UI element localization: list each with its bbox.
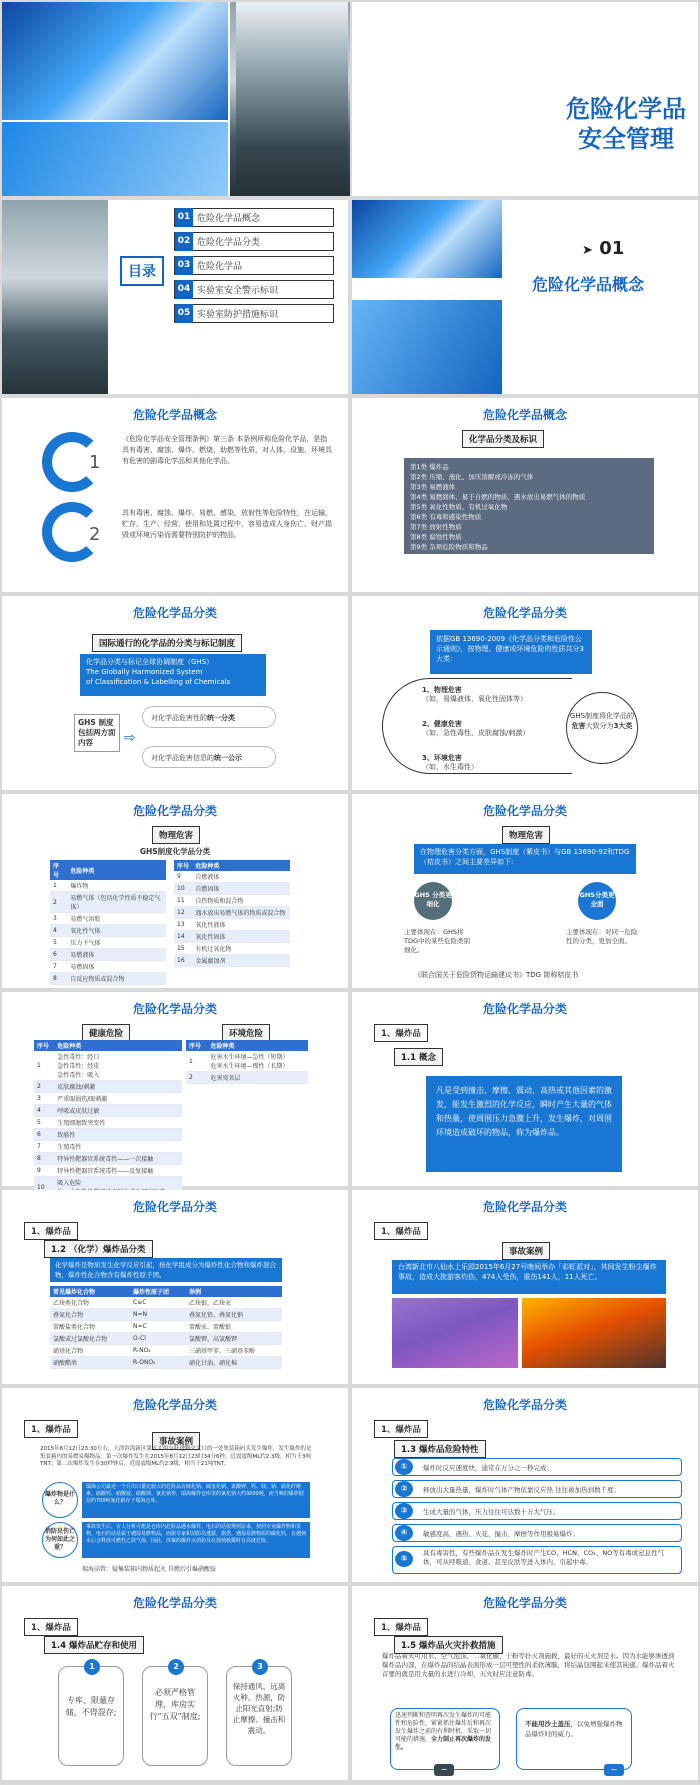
answer-1: 瑞海公司最近一个月出口量比较大的危险品有硫化钠、硫氢化钠、氯酸钾、钙、镁、钠、硝化纤维素、硝酸钙、硝酸铵、硝酸钡、氰化钠等，瑞海爆炸仓库里的氰化钠大约3000吨，而当晚的爆炸据信约700吨氰化钠存于瑞海仓库。 [82, 1482, 310, 1518]
table-row [50, 1297, 282, 1309]
slide-ghs-diff[interactable] [352, 794, 698, 988]
table-cell: 生殖毒性 [54, 1141, 182, 1153]
table-cell: 14 [174, 931, 192, 943]
slide-section-01[interactable] [352, 200, 698, 394]
slide-explosive-types[interactable] [2, 1190, 348, 1384]
table-cell: 易燃气体（包括化学性质不稳定气体） [67, 892, 166, 913]
table-cell: R-NO₂ [130, 1345, 186, 1357]
slide-title: 危险化学品分类 [482, 804, 567, 818]
slide-three-types[interactable] [352, 596, 698, 790]
class-item: 第2类 压缩、液化、加压溶解或冷冻的气体 [410, 473, 534, 481]
table-cell: 氯酸或过氯酸化合物 [50, 1333, 130, 1345]
table-cell: 硝基化合物 [50, 1345, 130, 1357]
table-cell: 13 [174, 919, 192, 931]
fire-box-2: 不能用沙土盖压，以免增强爆炸物品爆炸时的威力。 [516, 1708, 632, 1770]
table-cell: 7 [50, 961, 67, 973]
table-cell: 三硝基甲苯、三硝基苯酚 [186, 1345, 282, 1357]
table-cell: 8 [50, 973, 67, 985]
diff-text-1: 主要体现在：GHS将TDG中的某些危险类别细化。 [404, 928, 471, 954]
table-row [34, 1051, 182, 1081]
table-cell: 爆炸物 [67, 880, 166, 892]
table-cell: 自燃固体 [192, 883, 290, 895]
type-item-1: 1、物理危害 （如，易爆液体、氧化性固体等） [422, 686, 527, 703]
case-tag: 事故案例 [152, 1432, 200, 1450]
section-label: 1、爆炸品 [374, 1024, 428, 1042]
beakers-photo [2, 122, 228, 196]
step-number-2: 2 [89, 524, 101, 545]
table-cell: 3 [34, 1093, 54, 1105]
table-cell: 危害水生环境—急性（短期） 危害水生环境—慢性（长期） [208, 1051, 308, 1072]
table-row [50, 1333, 282, 1345]
ghs-circle-2: GHS分类更全面 [578, 882, 616, 920]
barrels-photo-2 [352, 200, 502, 278]
table-cell: C≡C [130, 1297, 186, 1309]
table-cell: 3 [50, 913, 67, 925]
fire-text: 爆炸品着火可用水、空气泡沫、二氧化碳、干粉等扑灭剂施救，最好的灭火剂是水。因为水能够渗透到爆炸品内部，在爆炸品的结晶表面形成一层可塑性的柔软薄膜，将结晶包围起来使其钝感。爆炸品着火首要的就是用大量的水进行冷却，灭火时应注意防毒。 [382, 1652, 675, 1678]
table-cell: 10 [174, 883, 192, 895]
subsection-label: 1.2 （化学）爆炸品分类 [44, 1240, 153, 1258]
case-text: 2015年8月12日23:30左右，天津滨海新区第五大街与跃进路交叉口的一处集装箱码头发生爆炸，发生爆炸的是集装箱内的易燃易爆物品。第一次爆炸发生在2015年8月12日23时34分6秒，近震震级ML约2.3级，相当于3吨TNT；第二次爆炸发生在30秒钟后，近震震级ML约2.9级，相当于21吨TNT。 [40, 1446, 312, 1467]
ghs-box: 化学品分类与标记全球协调制度（GHS） The Globally Harmonized System of Classification & Labelling of Chemicals [80, 654, 266, 696]
toc-item-3[interactable]: 03 危险化学品 [174, 256, 334, 275]
table-cell: 易燃气溶胶 [67, 913, 166, 925]
case-footnote: 瑞海高管：疑集装箱内物质起火 自燃后引爆硝酸铵 [82, 1566, 216, 1573]
section-label: 1、爆炸品 [374, 1420, 428, 1438]
table-cell: 5 [34, 1117, 54, 1129]
footnote: 《联合国关于危险货物运输建议书》TDG 简称桔皮书 [414, 971, 579, 979]
slide-case-tianjin[interactable] [2, 1388, 348, 1582]
slide-case-taiwan[interactable] [352, 1190, 698, 1384]
class-item: 第4类 易燃固体、易于自燃的物质、遇水放出易燃气体的物质 [410, 493, 586, 501]
table-cell: 遇水放出易燃气体的物质或混合物 [192, 907, 290, 919]
slide-health-env[interactable] [2, 992, 348, 1191]
slide-title: 危险化学品概念 [482, 408, 567, 422]
table-row [34, 1141, 182, 1153]
table-cell: 生殖细胞致突变性 [54, 1117, 182, 1129]
toc-item-1[interactable]: 01 危险化学品概念 [174, 208, 334, 227]
fire-photo [522, 1298, 666, 1368]
table-cell: 氯酸钾、高氯酸钾 [186, 1333, 282, 1345]
table-row [186, 1072, 308, 1084]
table-cell: 1 [50, 880, 67, 892]
section-label: 1、爆炸品 [24, 1222, 78, 1240]
table-cell: 5 [50, 937, 67, 949]
table-row [34, 1105, 182, 1117]
slide-classes[interactable] [352, 398, 698, 592]
table-cell: 雷酸盐类化合物 [50, 1321, 130, 1333]
storage-card-3: 3 保持通风、远离火种、热源，防止阳光直射;防止摩擦、撞击和震动。 [226, 1666, 292, 1766]
slide-title: 危险化学品分类 [132, 1002, 217, 1016]
standard-box: 依据GB 13690-2009《化学品分类和危险性公示通则》，按物理、健康或环境危险的性质共分3大类： [430, 630, 592, 674]
table-cell: 硝酸酯类 [50, 1357, 130, 1369]
diff-text-2: 主要体现在：对同一危险性的分类，更加全面。 [566, 928, 638, 945]
table-cell: 皮肤腐蚀/刺激 [54, 1081, 182, 1093]
table-row [50, 892, 166, 913]
table-row [50, 937, 166, 949]
table-subtitle: GHS制度化学品分类 [139, 847, 211, 856]
ghs-item-1: 对化学品危害性的统一分类 [142, 706, 276, 728]
table-cell: 15 [174, 943, 192, 955]
slide-title: 危险化学品分类 [482, 1398, 567, 1412]
summary-circle: GHS制度将化学品的危害大致分为3大类 [566, 692, 638, 764]
refinery-photo [236, 2, 348, 196]
table-cell: 4 [50, 925, 67, 937]
table-cell: 特异性靶器官系统毒性——一次接触 [54, 1153, 182, 1165]
ghs-label: GHS 制度包括两方面内容 [74, 714, 120, 752]
table-cell: 6 [50, 949, 67, 961]
slide-toc[interactable] [2, 200, 348, 394]
slide-title: 危险化学品分类 [482, 1002, 567, 1016]
env-table: 序号 危险种类 1 危害水生环境—急性（短期） 危害水生环境—慢性（长期） 2 危害臭氧层 [186, 1040, 308, 1084]
table-row [174, 943, 290, 955]
slide-title: 危险化学品分类 [482, 1200, 567, 1214]
table-cell: 致癌性 [54, 1129, 182, 1141]
case-tag: 事故案例 [502, 1242, 550, 1260]
table-row [174, 871, 290, 883]
physical-table-right: 序号 危险种类 9 自燃液体 10 自燃固体 11 自热物质和混合物 12 遇水放出易燃气体的物质或混合物 13 氧化性液体 14 氧化性固体 15 有机过氧化物 16 金属腐蚀剂 [174, 860, 290, 967]
trait-3: ③ 生成大量的气体，压力往往可达数十万大气压； [392, 1502, 682, 1520]
test-tubes-photo [352, 300, 502, 394]
class-item: 第1类 爆炸品 [410, 463, 449, 471]
explosive-table: 常见爆炸化合物 爆炸性原子团 举例 乙炔类化合物 C≡C 乙炔银、乙炔汞 叠氮化合物 N=N 叠氮化铅、叠氮化钠 雷酸盐类化合物 N=C 雷酸汞、雷酸银 氯酸或过氯酸化合物 O-Cl 氯酸钾、高氯酸钾 硝基化合物 R-NO₂ 三硝基甲苯、三硝基苯酚 硝酸酯类 R-ONO₂ 硝化甘油、硝化棉 [50, 1286, 282, 1369]
table-row [50, 925, 166, 937]
table-cell: 1 [34, 1051, 54, 1081]
table-cell: 金属腐蚀剂 [192, 955, 290, 967]
answer-2: 事故发生后，有人分析可能是仓库内危险品遇水爆炸。电石的话按规则原来，按照专业爆炸物和货物，电石的话是属于遇湿易燃物品，而据专家和消防员透露，据悉，遇湿易燃物质的碳化钙，在遇到水后会释放可燃性乙炔气体，因此，涉案的爆炸点消防员在现场救援时有高度危险。 [82, 1522, 310, 1558]
table-cell: 叠氮化铅、叠氮化钠 [186, 1309, 282, 1321]
table-row [50, 949, 166, 961]
subsection-label: 1.5 爆炸品火灾扑救措施 [394, 1636, 503, 1654]
table-cell: 4 [34, 1105, 54, 1117]
table-cell: N=C [130, 1321, 186, 1333]
storage-card-2: 2 必须严格管理，库房实行“五双”制度; [142, 1666, 208, 1766]
physical-table-left: 序号 危险种类 1 爆炸物 2 易燃气体（包括化学性质不稳定气体） 3 易燃气溶胶 4 氧化性气体 5 压力下气体 6 易燃液体 7 易燃固体 8 自反应物质或混合物 [50, 860, 166, 985]
definition-text-1: 《危险化学品安全管理条例》第三条 本条例所称危险化学品，是指具有毒害、腐蚀、爆炸、燃烧、助燃等性质，对人体、设施、环境具有危害的剧毒化学品和其他化学品。 [122, 435, 332, 465]
table-cell: 自燃液体 [192, 871, 290, 883]
fire-box-1: 迅速判断和查明再次发生爆炸的可能性和危险性，紧紧抓住爆炸后和再次发生爆炸之前的有利时机，采取一切可能的措施，全力制止再次爆炸的发生。 [390, 1708, 500, 1770]
diff-box: 在物理危害分类方面，GHS制度（紫皮书）与GB 13690-92和TDG（桔皮书）之间主要差异如下: [414, 844, 636, 874]
table-row [34, 1093, 182, 1105]
table-row [174, 931, 290, 943]
slide-title: 危险化学品概念 [132, 408, 217, 422]
table-row [50, 1309, 282, 1321]
slide-title: 危险化学品分类 [132, 1596, 217, 1610]
table-cell: 严重眼损伤/眼刺激 [54, 1093, 182, 1105]
classes-tag: 化学品分类及标识 [462, 430, 544, 448]
table-cell: 吸入危险 [54, 1177, 182, 1198]
ghs-tag: 国际通行的化学品的分类与标记制度 [92, 634, 242, 652]
table-row [34, 1081, 182, 1093]
trait-4: ④ 敏感度高，遇热、火花、撞击、摩擦等作用极易爆炸； [392, 1524, 682, 1542]
table-cell: 硝化甘油、硝化棉 [186, 1357, 282, 1369]
concept-box: 凡是受到撞击、摩擦、震动、高热或其他因素的激发，能发生激烈的化学反应，瞬时产生大量的气体和热量，使周围压力急骤上升，发生爆炸，对周围环境造成破坏的物品，称为爆炸品。 [426, 1076, 622, 1172]
slide-title: 危险化学品分类 [482, 1596, 567, 1610]
slide-explosive-concept[interactable] [352, 992, 698, 1186]
table-row [174, 919, 290, 931]
subsection-label: 1.1 概念 [394, 1048, 443, 1066]
table-cell: N=N [130, 1309, 186, 1321]
table-row [50, 1321, 282, 1333]
table-cell: 氧化性液体 [192, 919, 290, 931]
table-row [34, 1165, 182, 1177]
minus-icon: − [604, 1764, 624, 1776]
table-cell: 易燃液体 [67, 949, 166, 961]
table-cell: 氧化性固体 [192, 931, 290, 943]
trait-2: ② 释放出大量热量，爆炸时气体产物依靠反应热 往往被加热到数千度； [392, 1480, 682, 1498]
table-row [50, 880, 166, 892]
question-1: 爆炸物是什么？ [42, 1482, 78, 1518]
health-tag: 健康危险 [82, 1024, 130, 1042]
table-cell: 乙炔银、乙炔汞 [186, 1297, 282, 1309]
trait-5: ⑤ 具有毒害性，有些爆炸品在发生爆炸时产生CO、HCN、CO₂、NO等有毒或窒息性气体，可从呼吸道、食道、甚至皮肤等进入体内，引起中毒。 [392, 1546, 682, 1574]
type-item-3: 3、环境危害 （如，水生毒性） [422, 754, 478, 771]
class-item: 第6类 有毒和感染性物质 [410, 513, 482, 521]
section-title: 危险化学品概念 [532, 275, 645, 294]
class-item: 第7类 放射性物质 [410, 523, 462, 531]
table-cell: 7 [34, 1141, 54, 1153]
slide-storage[interactable] [2, 1586, 348, 1780]
table-cell: 氧化性气体 [67, 925, 166, 937]
section-label: 1、爆炸品 [24, 1420, 78, 1438]
table-row [50, 973, 166, 985]
storage-card-1: 1 专库、限量存储，不得混存; [58, 1666, 124, 1766]
subsection-label: 1.4 爆炸品贮存和使用 [44, 1636, 144, 1654]
table-row [50, 913, 166, 925]
table-cell: 有机过氧化物 [192, 943, 290, 955]
trait-1: ① 爆炸时反应速度快，通常在万分之一秒完成； [392, 1458, 682, 1476]
table-row [50, 1345, 282, 1357]
toc-heading: 目录 [120, 256, 164, 286]
table-cell: 2 [186, 1072, 208, 1084]
env-tag: 环境危险 [222, 1024, 270, 1042]
table-cell: 危害臭氧层 [208, 1072, 308, 1084]
table-cell: 12 [174, 907, 192, 919]
table-cell: 2 [50, 892, 67, 913]
table-cell: O-Cl [130, 1333, 186, 1345]
section-number: ➤ 01 [582, 238, 625, 259]
ghs-item-2: 对化学品危害信息的统一公示 [142, 746, 276, 768]
toc-item-5[interactable]: 05 实验室防护措施标识 [174, 304, 334, 323]
table-cell: 自热物质和混合物 [192, 895, 290, 907]
slide-physical-table[interactable] [2, 794, 348, 988]
slide-characteristics[interactable] [352, 1388, 698, 1582]
table-row [174, 883, 290, 895]
toc-item-4[interactable]: 04 实验室安全警示标识 [174, 280, 334, 299]
slide-title: 危险化学品分类 [132, 804, 217, 818]
arrow-icon: ⇨ [124, 730, 136, 746]
section-label: 1、爆炸品 [374, 1222, 428, 1240]
slide-firefighting[interactable] [352, 1586, 698, 1780]
table-cell: 9 [34, 1165, 54, 1177]
table-cell: 8 [34, 1153, 54, 1165]
subsection-label: 1.3 爆炸品危险特性 [394, 1440, 486, 1458]
table-cell: 11 [174, 895, 192, 907]
table-row [34, 1129, 182, 1141]
table-row [50, 1357, 282, 1369]
table-row [174, 955, 290, 967]
table-row [34, 1117, 182, 1129]
slide-title: 危险化学品分类 [132, 1200, 217, 1214]
health-table: 序号 危险种类 1 急性毒性：经口 急性毒性：经皮 急性毒性：吸入 2 皮肤腐蚀/刺激 3 严重眼损伤/眼刺激 4 呼吸或皮肤过敏 5 生殖细胞致突变性 6 致癌性 7 生殖毒性 8 特异性靶器官系统毒性——一次接触 9 特异性靶器官系统毒性——反复接触 10 吸入危险 [34, 1040, 182, 1198]
toc-item-2[interactable]: 02 危险化学品分类 [174, 232, 334, 251]
table-cell: R-ONO₂ [130, 1357, 186, 1369]
class-item: 第3类 易燃液体 [410, 483, 456, 491]
slide-title: 危险化学品分类 [132, 606, 217, 620]
ghs-circle-1: GHS 分类更细化 [414, 882, 452, 920]
classes-list [404, 458, 654, 554]
refinery-photo-toc [2, 200, 108, 394]
physical-tag: 物理危害 [502, 826, 550, 844]
table-cell: 易燃固体 [67, 961, 166, 973]
table-row [34, 1153, 182, 1165]
table-cell: 2 [34, 1081, 54, 1093]
table-cell: 乙炔类化合物 [50, 1297, 130, 1309]
table-row [50, 961, 166, 973]
slide-concept[interactable] [2, 398, 348, 592]
slide-title: 危险化学品分类 [482, 606, 567, 620]
table-row [174, 907, 290, 919]
party-photo [392, 1298, 518, 1368]
table-row [186, 1051, 308, 1072]
types-box: 化学爆炸是物质发生化学反应引起，按化学组成分为爆炸性化合物和爆炸混合物，爆炸性化合物含有爆炸性原子团。 [50, 1258, 282, 1282]
slide-cover-title[interactable] [352, 2, 698, 196]
question-2: 消防员伤亡为何如此之重？ [42, 1522, 78, 1558]
table-cell: 急性毒性：经口 急性毒性：经皮 急性毒性：吸入 [54, 1051, 182, 1081]
class-item: 第8类 腐蚀性物质 [410, 533, 462, 541]
table-cell: 特异性靶器官系统毒性——反复接触 [54, 1165, 182, 1177]
table-cell: 雷酸汞、雷酸银 [186, 1321, 282, 1333]
physical-tag: 物理危害 [152, 826, 200, 844]
case-box: 台湾新北市八仙水上乐园2015年6月27号晚间举办「彩虹派对」，其间发生粉尘爆炸事故，造成大批游客灼伤，474人受伤，重伤141人，11人死亡。 [392, 1260, 666, 1294]
table-cell: 自反应物质或混合物 [67, 973, 166, 985]
table-cell: 16 [174, 955, 192, 967]
section-label: 1、爆炸品 [24, 1618, 78, 1636]
table-cell: 9 [174, 871, 192, 883]
slide-title: 危险化学品分类 [132, 1398, 217, 1412]
table-cell: 10 [34, 1177, 54, 1198]
type-item-2: 2、健康危害 （如，急性毒性、皮肤腐蚀/刺激） [422, 720, 530, 737]
table-cell: 6 [34, 1129, 54, 1141]
cover-title-line1: 危险化学品 [566, 95, 686, 123]
section-label: 1、爆炸品 [374, 1618, 428, 1636]
slide-ghs[interactable] [2, 596, 348, 790]
class-item: 第5类 氧化性物质、有机过氧化物 [410, 503, 508, 511]
class-item: 第9类 杂项危险物质和物品 [410, 543, 488, 551]
table-cell: 压力下气体 [67, 937, 166, 949]
minus-icon: − [434, 1764, 454, 1776]
table-cell: 呼吸或皮肤过敏 [54, 1105, 182, 1117]
barrels-photo [2, 2, 228, 120]
step-number-1: 1 [89, 452, 101, 473]
cover-title-line2: 安全管理 [578, 125, 674, 153]
table-cell: 叠氮化合物 [50, 1309, 130, 1321]
definition-text-2: 具有毒害、腐蚀、爆炸、易燃、感染、放射性等危险特性，在运输、贮存、生产、经营、使用和处置过程中，容易造成人身伤亡、财产损毁或环境污染而需要特别防护的物品。 [122, 509, 332, 539]
table-row [174, 895, 290, 907]
table-cell: 1 [186, 1051, 208, 1072]
toc-list [174, 208, 334, 323]
cover-title [566, 94, 686, 154]
